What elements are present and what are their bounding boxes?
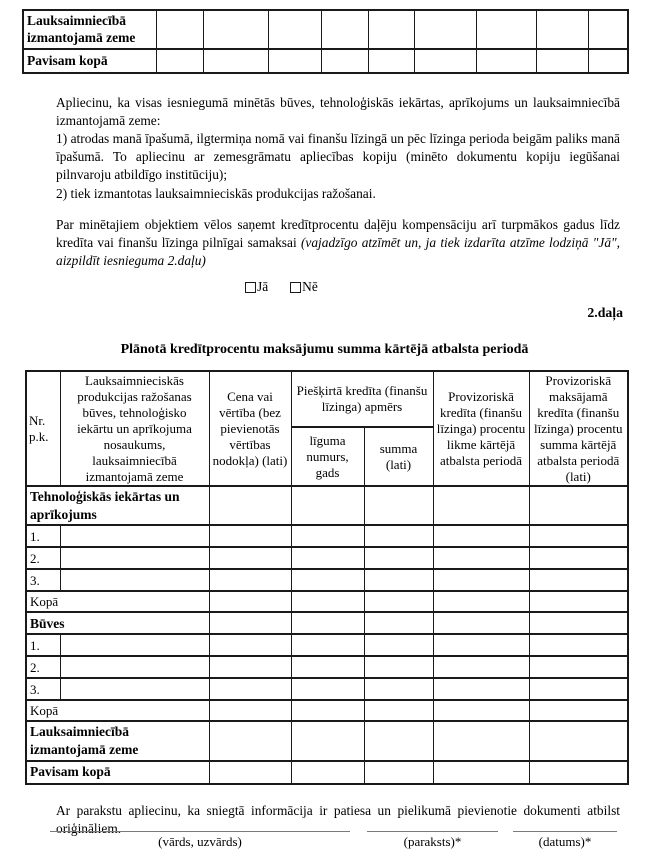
empty-cell	[529, 591, 628, 612]
empty-cell	[209, 525, 291, 547]
empty-cell	[60, 656, 209, 678]
empty-cell	[209, 547, 291, 569]
table-row	[23, 10, 628, 49]
signature-date-block	[513, 831, 617, 850]
item-row	[26, 547, 628, 569]
credit-table	[25, 370, 629, 784]
empty-cell	[529, 612, 628, 634]
header-price: Cena vai vērtība (bez pievienotās vērtības nodokļa) (lati)	[209, 371, 291, 486]
signature-name-label: (vārds, uzvārds)	[158, 834, 242, 849]
empty-cell	[209, 486, 291, 525]
empty-cell	[156, 10, 203, 49]
header-nr: Nr. p.k.	[26, 371, 60, 486]
empty-cell	[536, 10, 588, 49]
grand-total-label: Pavisam kopā	[26, 761, 209, 784]
empty-cell	[368, 10, 414, 49]
empty-cell	[364, 525, 433, 547]
signature-row	[50, 831, 617, 850]
checkbox-row	[245, 279, 645, 295]
empty-cell	[433, 634, 529, 656]
empty-cell	[60, 678, 209, 700]
empty-cell	[529, 569, 628, 591]
checkbox-no-box-icon[interactable]	[290, 282, 301, 293]
empty-cell	[414, 10, 476, 49]
empty-cell	[60, 634, 209, 656]
empty-cell	[364, 486, 433, 525]
empty-cell	[529, 721, 628, 760]
empty-cell	[364, 547, 433, 569]
empty-cell	[291, 486, 364, 525]
empty-cell	[476, 10, 536, 49]
empty-cell	[291, 656, 364, 678]
empty-cell	[433, 569, 529, 591]
empty-cell	[529, 678, 628, 700]
item-number: 2.	[26, 547, 60, 569]
checkbox-yes-box-icon[interactable]	[245, 282, 256, 293]
empty-cell	[291, 569, 364, 591]
empty-cell	[364, 721, 433, 760]
signature-date-line[interactable]	[513, 831, 617, 832]
footer-statement: Ar parakstu apliecinu, ka sniegtā informācija ir patiesa un pielikumā pievienotie dokumenti atbilst oriģināliem.	[56, 802, 620, 836]
empty-cell	[364, 634, 433, 656]
empty-cell	[368, 49, 414, 73]
section-row-buildings	[26, 612, 628, 634]
signature-date-label: (datums)*	[538, 834, 592, 849]
empty-cell	[60, 547, 209, 569]
empty-cell	[433, 700, 529, 721]
item-number: 3.	[26, 678, 60, 700]
row-label-grand-total: Pavisam kopā	[23, 49, 156, 73]
checkbox-yes[interactable]	[245, 279, 268, 295]
top-fragment-table	[22, 9, 629, 74]
signature-name-line[interactable]	[50, 831, 350, 832]
item-number: 1.	[26, 634, 60, 656]
empty-cell	[433, 761, 529, 784]
part-2-label: 2.daļa	[587, 305, 623, 321]
empty-cell	[209, 761, 291, 784]
item-row	[26, 569, 628, 591]
empty-cell	[433, 547, 529, 569]
empty-cell	[529, 486, 628, 525]
empty-cell	[268, 49, 321, 73]
checkbox-yes-label: Jā	[257, 279, 269, 295]
empty-cell	[156, 49, 203, 73]
total-label: Kopā	[26, 591, 209, 612]
empty-cell	[291, 761, 364, 784]
empty-cell	[364, 591, 433, 612]
section-label: Lauksaimniecībā izmantojamā zeme	[26, 721, 209, 760]
empty-cell	[433, 525, 529, 547]
checkbox-no[interactable]	[290, 279, 318, 295]
item-row	[26, 678, 628, 700]
empty-cell	[529, 761, 628, 784]
empty-cell	[364, 656, 433, 678]
section-row-equipment	[26, 486, 628, 525]
empty-cell	[588, 49, 628, 73]
empty-cell	[203, 10, 268, 49]
empty-cell	[291, 547, 364, 569]
empty-cell	[364, 612, 433, 634]
total-row-buildings	[26, 700, 628, 721]
request-text: Par minētajiem objektiem vēlos saņemt kredītprocentu daļēju kompensāciju arī turpmākos gadus līdz kredīta vai finanšu līzinga pilnīgai samaksai	[56, 216, 620, 250]
empty-cell	[476, 49, 536, 73]
row-label-farmland: Lauksaimniecībā izmantojamā zeme	[23, 10, 156, 49]
empty-cell	[321, 49, 368, 73]
header-name: Lauksaimnieciskās produkcijas ražošanas būves, tehnoloģisko iekārtu un aprīkojuma nosaukums, lauksaimniecībā izmantojamā zeme	[60, 371, 209, 486]
empty-cell	[364, 700, 433, 721]
item-number: 1.	[26, 525, 60, 547]
request-block	[56, 216, 620, 271]
empty-cell	[364, 678, 433, 700]
empty-cell	[209, 612, 291, 634]
empty-cell	[364, 761, 433, 784]
empty-cell	[209, 591, 291, 612]
signature-name-block	[50, 831, 350, 850]
empty-cell	[209, 678, 291, 700]
item-row	[26, 634, 628, 656]
request-paragraph	[56, 216, 620, 271]
item-row	[26, 656, 628, 678]
request-note-italic: (vajadzīgo atzīmēt un, ja tiek izdarīta atzīme lodziņā "Jā", aizpildīt iesnieguma 2.daļu)	[56, 234, 620, 269]
empty-cell	[588, 10, 628, 49]
section-row-farmland	[26, 721, 628, 760]
signature-sign-line[interactable]	[367, 831, 498, 832]
section-label: Tehnoloģiskās iekārtas un aprīkojums	[26, 486, 209, 525]
empty-cell	[209, 656, 291, 678]
item-row	[26, 525, 628, 547]
header-row-1	[26, 371, 628, 427]
empty-cell	[291, 591, 364, 612]
item-number: 2.	[26, 656, 60, 678]
empty-cell	[433, 612, 529, 634]
empty-cell	[209, 700, 291, 721]
form-page	[0, 9, 645, 868]
empty-cell	[529, 547, 628, 569]
empty-cell	[433, 486, 529, 525]
empty-cell	[529, 634, 628, 656]
declaration-item-1: 1) atrodas manā īpašumā, ilgtermiņa nomā vai finanšu līzingā un pēc līzinga perioda beigām paliks manā īpašumā. To apliecinu ar zemesgrāmatu apliecības kopiju (minēto dokumentu kopiju iegūšanai pilnvaroju atbildīgo institūciju);	[56, 130, 620, 183]
empty-cell	[529, 525, 628, 547]
empty-cell	[209, 634, 291, 656]
empty-cell	[209, 721, 291, 760]
empty-cell	[414, 49, 476, 73]
header-contract: līguma numurs, gads	[291, 427, 364, 486]
signature-sign-block	[367, 831, 498, 850]
item-number: 3.	[26, 569, 60, 591]
empty-cell	[433, 721, 529, 760]
empty-cell	[203, 49, 268, 73]
empty-cell	[291, 634, 364, 656]
empty-cell	[364, 569, 433, 591]
empty-cell	[60, 525, 209, 547]
empty-cell	[291, 525, 364, 547]
declaration-item-2: 2) tiek izmantotas lauksaimnieciskās produkcijas ražošanai.	[56, 185, 376, 201]
empty-cell	[291, 700, 364, 721]
header-rate: Provizoriskā kredīta (finanšu līzinga) procentu likme kārtējā atbalsta periodā	[433, 371, 529, 486]
empty-cell	[291, 678, 364, 700]
section-label: Būves	[26, 612, 209, 634]
total-row-equipment	[26, 591, 628, 612]
declaration-block	[56, 94, 620, 203]
header-credit-group: Piešķirtā kredīta (finanšu līzinga) apmērs	[291, 371, 433, 427]
header-sum: summa (lati)	[364, 427, 433, 486]
empty-cell	[433, 678, 529, 700]
checkbox-no-label: Nē	[302, 279, 318, 295]
empty-cell	[529, 700, 628, 721]
empty-cell	[321, 10, 368, 49]
declaration-intro: Apliecinu, ka visas iesniegumā minētās būves, tehnoloģiskās iekārtas, aprīkojums un lauksaimniecībā izmantojamā zeme:	[56, 94, 620, 128]
empty-cell	[291, 721, 364, 760]
empty-cell	[536, 49, 588, 73]
empty-cell	[209, 569, 291, 591]
empty-cell	[60, 569, 209, 591]
grand-total-row	[26, 761, 628, 784]
header-interest-sum: Provizoriskā maksājamā kredīta (finanšu līzinga) procentu summa kārtējā atbalsta periodā (lati)	[529, 371, 628, 486]
total-label: Kopā	[26, 700, 209, 721]
empty-cell	[291, 612, 364, 634]
empty-cell	[433, 591, 529, 612]
signature-sign-label: (paraksts)*	[403, 834, 462, 849]
empty-cell	[433, 656, 529, 678]
empty-cell	[268, 10, 321, 49]
empty-cell	[529, 656, 628, 678]
table-row	[23, 49, 628, 73]
section-title: Plānotā kredītprocentu maksājumu summa kārtējā atbalsta periodā	[120, 342, 529, 358]
